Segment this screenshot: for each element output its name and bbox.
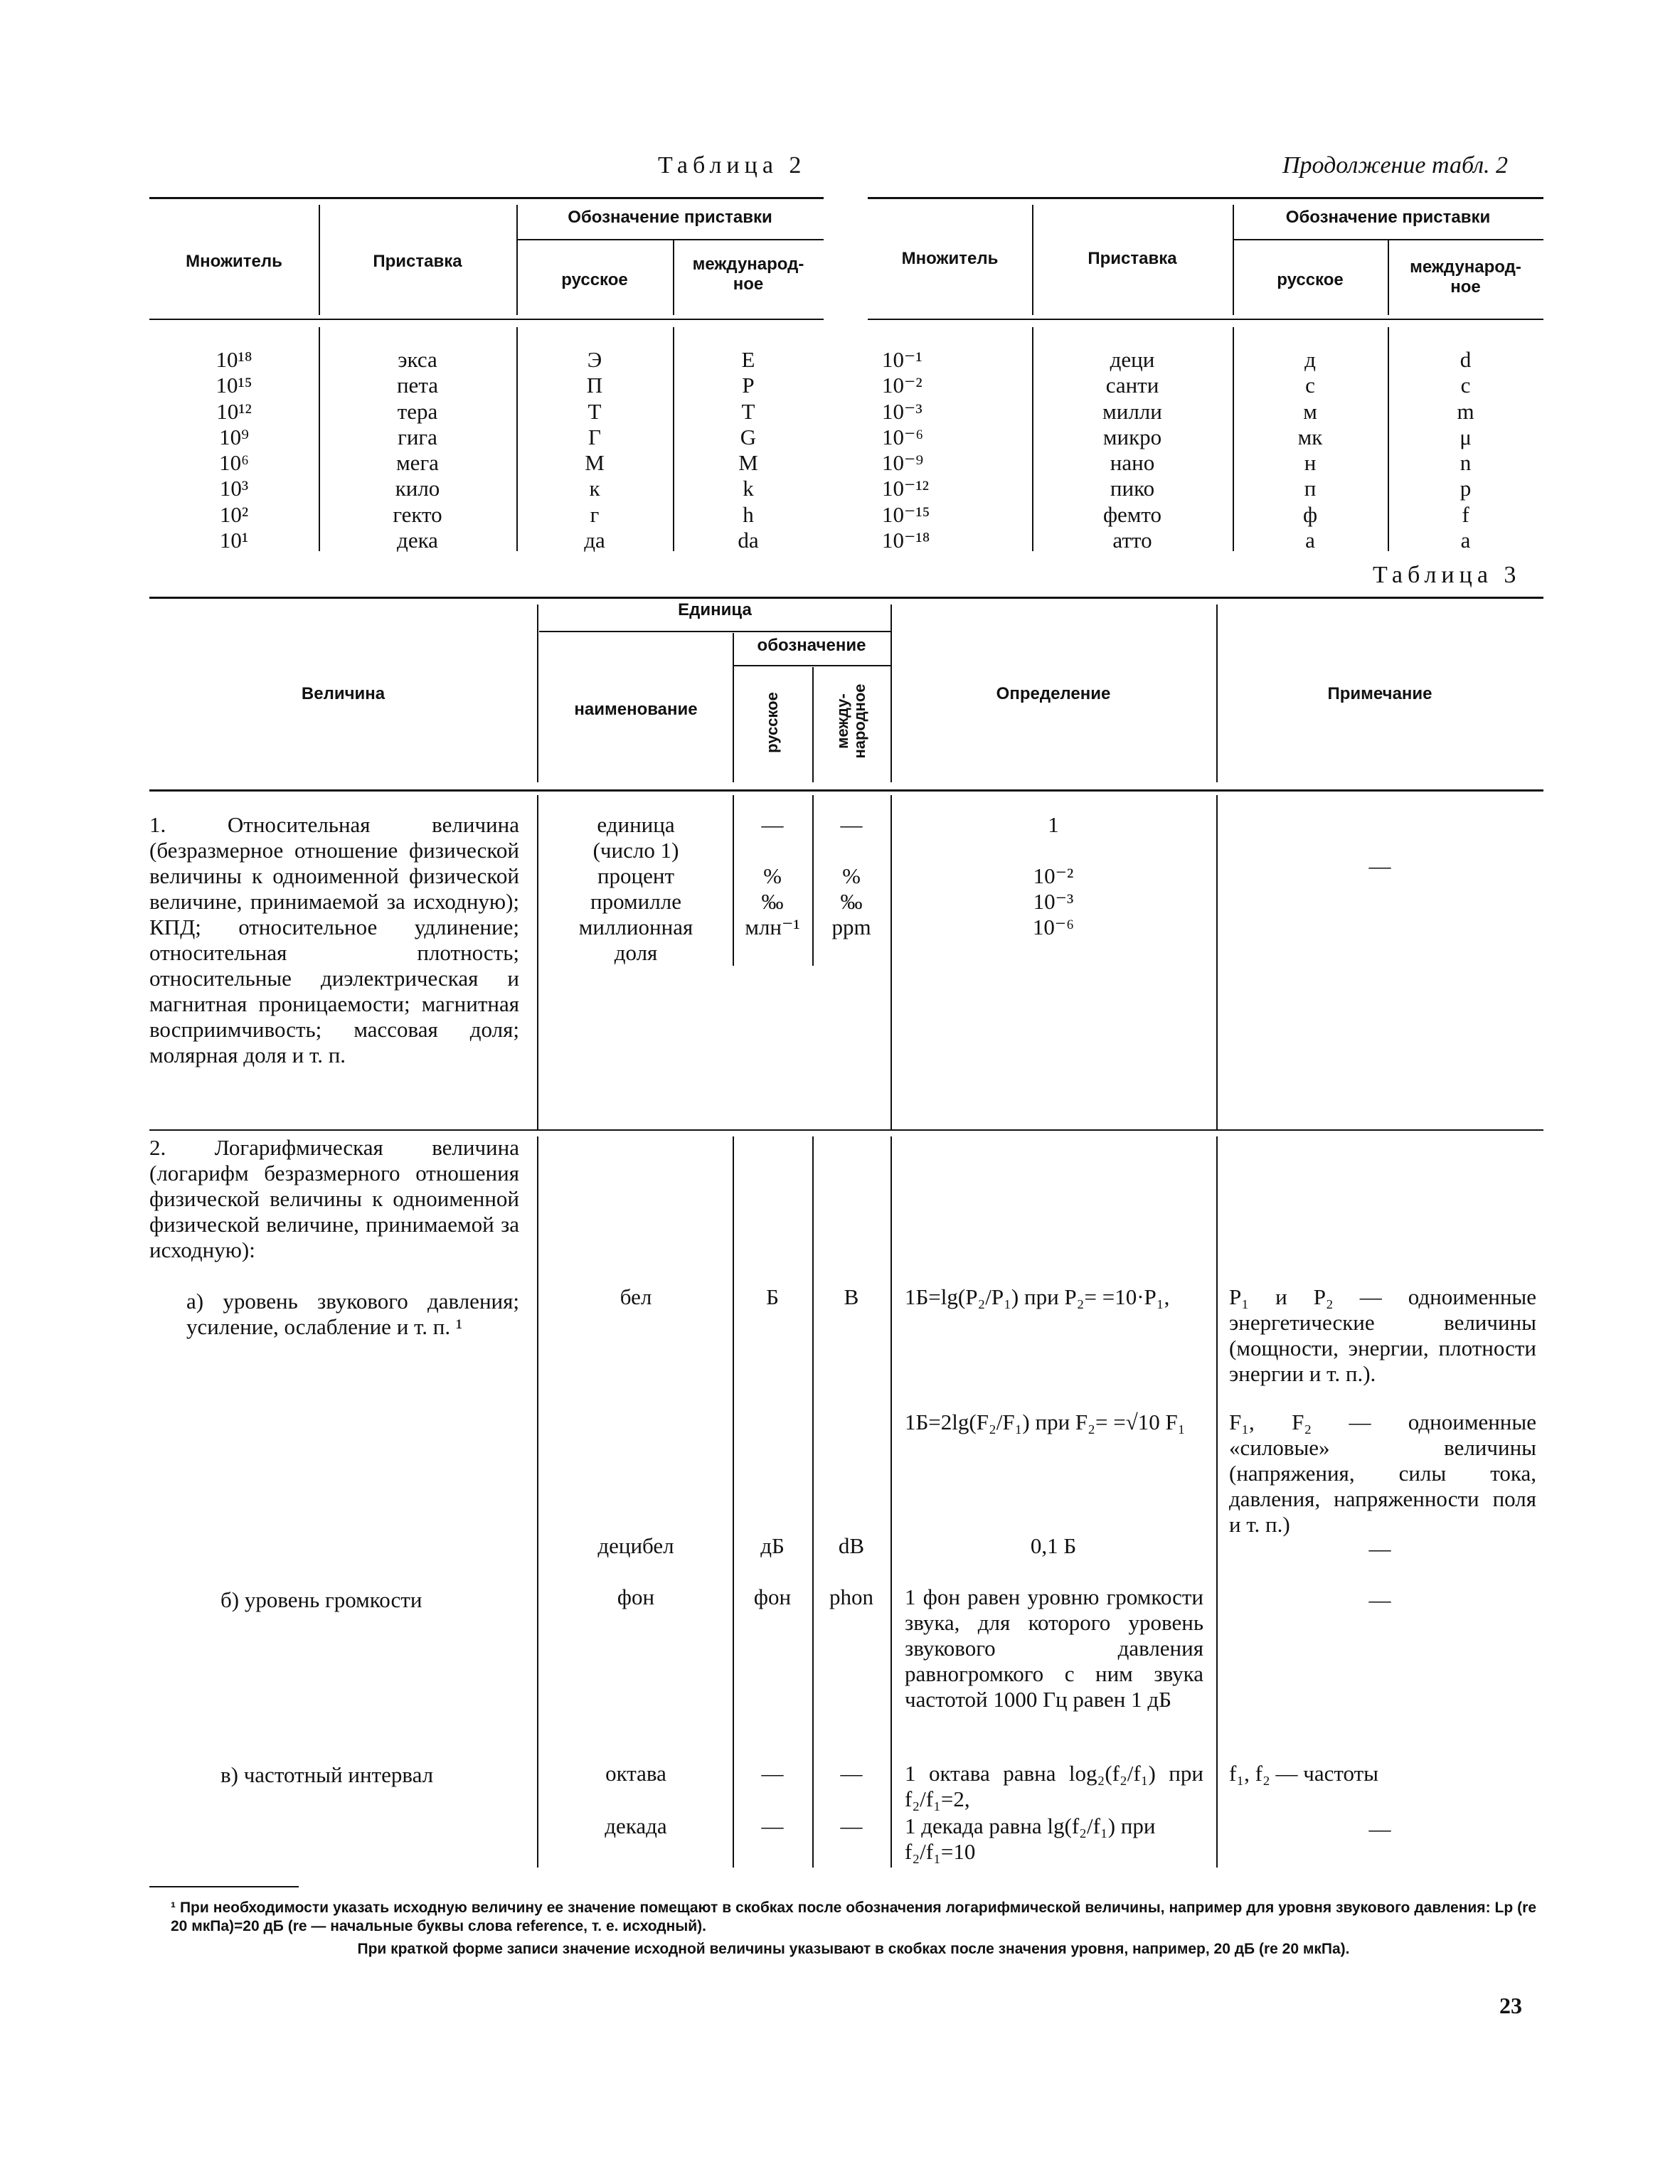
decibel-note: — bbox=[1368, 1536, 1391, 1561]
row2-sub-a: а) уровень звукового давления; усиление, ослабление и т. п. ¹ bbox=[186, 1289, 519, 1339]
bel-note-1: P₁ и P₂ — одноименные энергетические величины (мощности, энергии, плотности энергии и т. п.). bbox=[1229, 1284, 1536, 1386]
col-divider bbox=[1216, 795, 1218, 1129]
header-russian: русское bbox=[1277, 270, 1344, 289]
russian-symbol-column: д с м мк н п ф а bbox=[1297, 347, 1323, 553]
row2-sub-c: в) частотный интервал bbox=[220, 1762, 434, 1787]
phon-international: phon bbox=[829, 1584, 873, 1609]
bel-name: бел bbox=[620, 1284, 652, 1309]
decade-russian: — bbox=[761, 1813, 784, 1838]
russian-symbol-column: Э П Т Г М к г да bbox=[584, 347, 605, 553]
header-multiplier: Множитель bbox=[901, 249, 999, 268]
bel-definition-1: 1Б=lg(P₂/P₁) при P₂= =10·P₁, bbox=[905, 1284, 1170, 1309]
rule bbox=[149, 319, 824, 320]
decade-note: — bbox=[1368, 1816, 1391, 1841]
multiplier-column: 10⁻¹ 10⁻² 10⁻³ 10⁻⁶ 10⁻⁹ 10⁻¹² 10⁻¹⁵ 10⁻¹⁸ bbox=[882, 347, 930, 553]
col-divider bbox=[537, 604, 538, 782]
rule bbox=[733, 665, 890, 666]
col-divider bbox=[1216, 1136, 1218, 1868]
col-divider bbox=[812, 667, 814, 782]
international-symbol-column: d c m μ n p f a bbox=[1457, 347, 1474, 553]
decade-definition: 1 декада равна lg(f₂/f₁) при f₂/f₁=10 bbox=[905, 1813, 1156, 1864]
col-divider bbox=[890, 1136, 892, 1868]
table3-caption: Таблица 3 bbox=[1373, 562, 1521, 588]
row1-definitions: 1 10⁻² 10⁻³ 10⁻⁶ bbox=[1032, 812, 1075, 939]
rule bbox=[539, 631, 890, 632]
octave-name: октава bbox=[605, 1761, 666, 1786]
prefix-column: экса пета тера гига мега кило гекто дека bbox=[393, 347, 442, 553]
col-divider bbox=[733, 1136, 734, 1868]
octave-definition: 1 октава равна log₂(f₂/f₁) при f₂/f₁=2, bbox=[905, 1761, 1203, 1811]
header-designation: Обозначение приставки bbox=[568, 208, 772, 227]
footnote-rule bbox=[149, 1886, 299, 1887]
rule bbox=[149, 1129, 1543, 1131]
rule bbox=[149, 789, 1543, 792]
page-number: 23 bbox=[1499, 1993, 1522, 2018]
header-note: Примечание bbox=[1327, 684, 1432, 703]
rule bbox=[149, 597, 1543, 599]
rule bbox=[149, 197, 824, 199]
row2-quantity: 2. Логарифмическая величина (логарифм безразмерного отношения физической величины к одноименной физической величине, принимаемой за исходную): bbox=[149, 1135, 519, 1262]
phon-note: — bbox=[1368, 1587, 1391, 1612]
multiplier-column: 10¹⁸ 10¹⁵ 10¹² 10⁹ 10⁶ 10³ 10² 10¹ bbox=[216, 347, 252, 553]
header-unit-name: наименование bbox=[574, 700, 698, 719]
table2-continued-caption: Продолжение табл. 2 bbox=[1282, 152, 1509, 179]
row1-international-symbols: — % ‰ ppm bbox=[831, 812, 871, 939]
rule bbox=[868, 197, 1543, 199]
header-unit: Единица bbox=[678, 600, 752, 619]
decibel-international: dB bbox=[838, 1533, 865, 1558]
header-designation: обозначение bbox=[757, 636, 866, 655]
octave-international: — bbox=[840, 1761, 863, 1786]
bel-note-2: F₁, F₂ — одноименные «силовые» величины (напряжения, силы тока, давления, напряженности поля и т. п.) bbox=[1229, 1410, 1536, 1537]
header-russian: русское bbox=[561, 270, 628, 289]
col-divider bbox=[537, 795, 538, 1129]
header-prefix: Приставка bbox=[1088, 249, 1177, 268]
header-quantity: Величина bbox=[301, 684, 386, 703]
bel-definition-2: 1Б=2lg(F₂/F₁) при F₂= =√10 F₁ bbox=[905, 1410, 1186, 1434]
row1-unit-names: единица (число 1) процент промилле миллионная доля bbox=[578, 812, 693, 965]
phon-name: фон bbox=[617, 1584, 655, 1609]
octave-note: f₁, f₂ — частоты bbox=[1229, 1761, 1378, 1786]
rule bbox=[868, 319, 1543, 320]
row2-sub-b: б) уровень громкости bbox=[220, 1587, 422, 1612]
prefix-column: деци санти милли микро нано пико фемто атто bbox=[1102, 347, 1162, 553]
bel-international: B bbox=[844, 1284, 859, 1309]
decade-name: декада bbox=[605, 1813, 667, 1838]
header-international: между- народное bbox=[834, 683, 868, 759]
header-international: международ- ное bbox=[1410, 257, 1521, 297]
row1-note: — bbox=[1368, 853, 1391, 878]
row1-quantity: 1. Относительная величина (безразмерное отношение физической величины к одноименной физической величине, принимаемой за исходную); КПД; относительное удлинение; относительная плотность; относительные диэлектрическая и магнитная проницаемости; магнитная восприимчивость; массовая доля; молярная доля и т. п. bbox=[149, 812, 519, 1067]
table2-caption: Таблица 2 bbox=[658, 152, 807, 179]
phon-definition: 1 фон равен уровню громкости звука, для которого уровень звукового давления равногромкого с ним звука частотой 1000 Гц равен 1 дБ bbox=[905, 1584, 1203, 1712]
header-designation: Обозначение приставки bbox=[1285, 208, 1491, 227]
col-divider bbox=[537, 1136, 538, 1868]
decibel-name: децибел bbox=[597, 1533, 674, 1558]
rule bbox=[516, 239, 824, 240]
decibel-russian: дБ bbox=[760, 1533, 785, 1558]
header-international: международ- ное bbox=[692, 255, 804, 294]
bel-russian: Б bbox=[766, 1284, 779, 1309]
header-multiplier: Множитель bbox=[186, 252, 282, 271]
footnote-line2: При краткой форме записи значение исходной величины указывают в скобках после значения уровня, например, 20 дБ (re 20 мкПа). bbox=[357, 1941, 1350, 1957]
row1-russian-symbols: — % ‰ млн⁻¹ bbox=[745, 812, 800, 939]
decade-international: — bbox=[840, 1813, 863, 1838]
phon-russian: фон bbox=[753, 1584, 792, 1609]
international-symbol-column: E P T G M k h da bbox=[738, 347, 759, 553]
header-definition: Определение bbox=[996, 684, 1111, 703]
col-divider bbox=[812, 1136, 814, 1868]
octave-russian: — bbox=[761, 1761, 784, 1786]
header-prefix: Приставка bbox=[373, 252, 462, 271]
decibel-definition: 0,1 Б bbox=[1030, 1533, 1077, 1558]
header-russian: русское bbox=[763, 692, 781, 753]
footnote-line1: ¹ При необходимости указать исходную величину ее значение помещают в скобках после обозначения логарифмической величины, например для уровня звукового давления: Lp (re 20 мкПа)=20 дБ (re — начальные буквы слова reference, т. е. исходный). bbox=[171, 1900, 1536, 1934]
